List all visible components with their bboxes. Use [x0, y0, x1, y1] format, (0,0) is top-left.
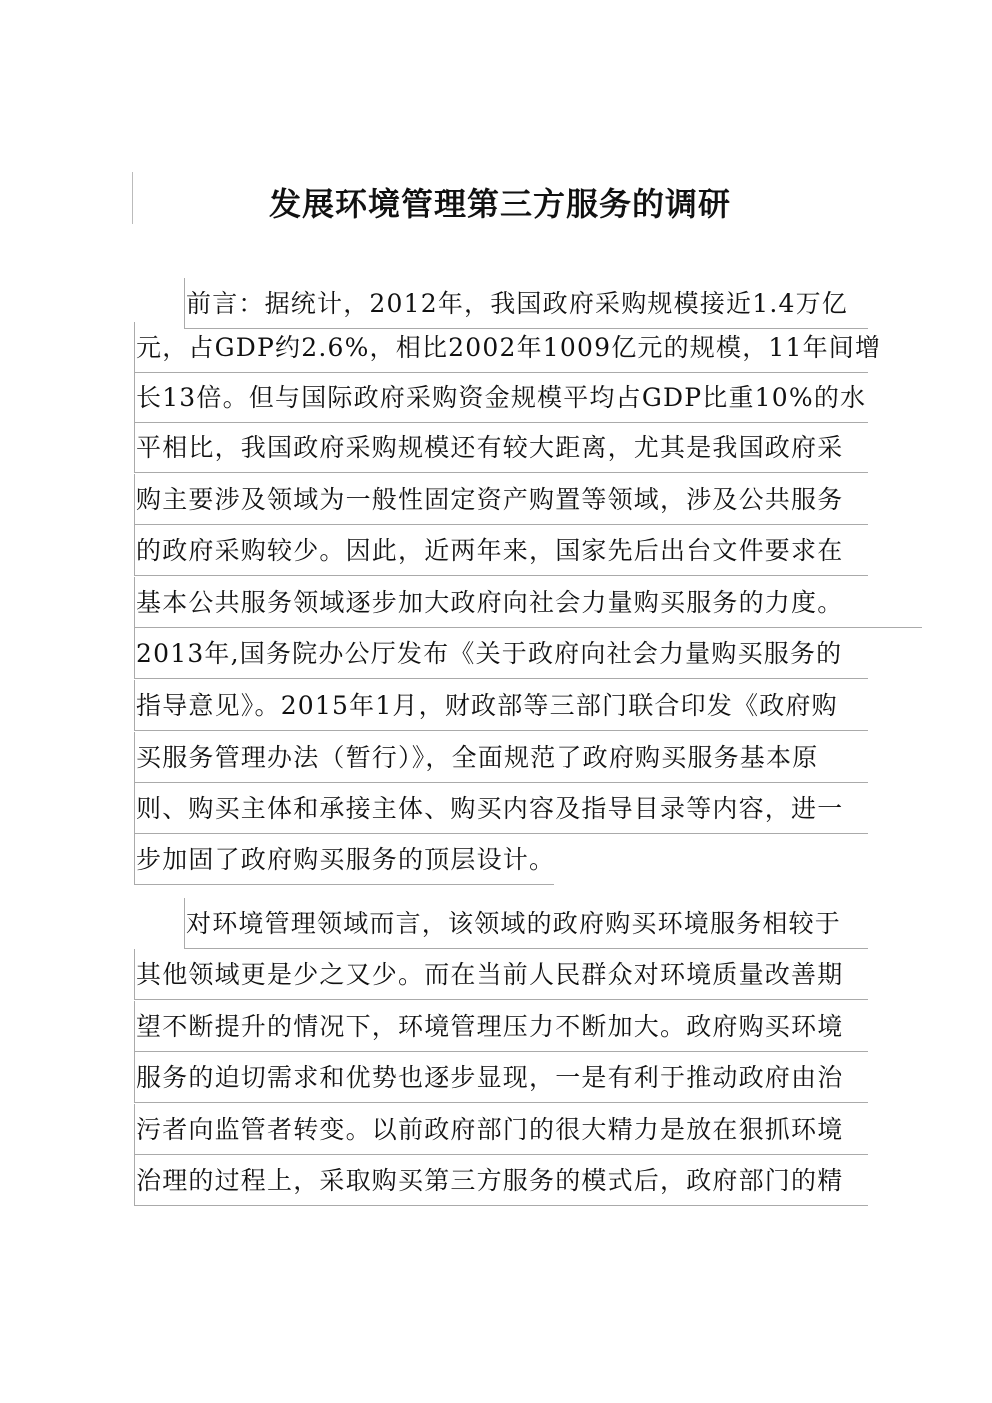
paragraph-1-line-11: 则、购买主体和承接主体、购买内容及指导目录等内容，进一: [134, 783, 868, 834]
paragraph-1-line-6: 的政府采购较少。因此，近两年来，国家先后出台文件要求在: [134, 525, 868, 576]
paragraph-2-line-2: 其他领域更是少之又少。而在当前人民群众对环境质量改善期: [134, 949, 868, 1000]
paragraph-2-line-6: 治理的过程上，采取购买第三方服务的模式后，政府部门的精: [134, 1155, 868, 1206]
paragraph-1-line-12: 步加固了政府购买服务的顶层设计。: [134, 834, 554, 885]
paragraph-1-line-1: 前言：据统计，2012年，我国政府采购规模接近1.4万亿: [184, 278, 868, 329]
paragraph-2-line-3: 望不断提升的情况下，环境管理压力不断加大。政府购买环境: [134, 1001, 868, 1052]
paragraph-2-line-4: 服务的迫切需求和优势也逐步显现，一是有利于推动政府由治: [134, 1052, 868, 1103]
paragraph-2-line-1: 对环境管理领域而言，该领域的政府购买环境服务相较于: [184, 898, 868, 949]
paragraph-1-line-8: 2013年,国务院办公厅发布《关于政府向社会力量购买服务的: [134, 628, 868, 679]
paragraph-1-line-4: 平相比，我国政府采购规模还有较大距离，尤其是我国政府采: [134, 422, 868, 473]
paragraph-2-line-5: 污者向监管者转变。以前政府部门的很大精力是放在狠抓环境: [134, 1104, 868, 1155]
paragraph-1-line-3: 长13倍。但与国际政府采购资金规模平均占GDP比重10%的水: [134, 372, 868, 423]
paragraph-1-line-9: 指导意见》。2015年1月，财政部等三部门联合印发《政府购: [134, 680, 868, 731]
paragraph-1-line-5: 购主要涉及领域为一般性固定资产购置等领域，涉及公共服务: [134, 474, 868, 525]
document-title: 发展环境管理第三方服务的调研: [268, 185, 731, 223]
paragraph-1-line-7: 基本公共服务领域逐步加大政府向社会力量购买服务的力度。: [134, 577, 922, 628]
paragraph-1-line-10: 买服务管理办法（暂行）》，全面规范了政府购买服务基本原: [134, 732, 868, 783]
paragraph-1-line-2: 元，占GDP约2.6%，相比2002年1009亿元的规模，11年间增: [134, 322, 868, 373]
